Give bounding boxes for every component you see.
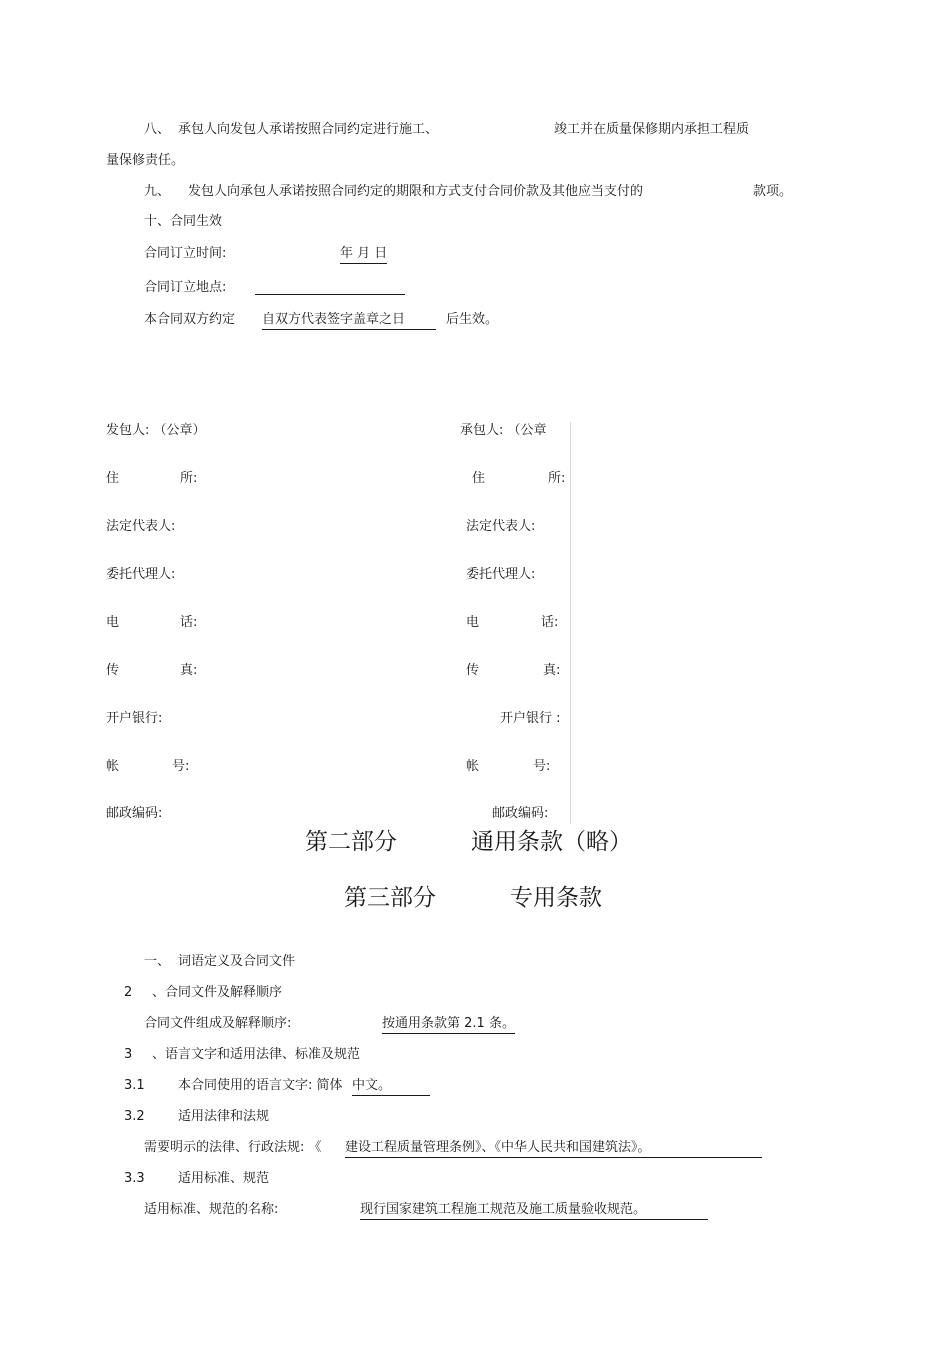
s33-value: 现行国家建筑工程施工规范及施工质量验收规范。 <box>360 1202 708 1220</box>
s2-number: 2 <box>124 985 133 1000</box>
left-zip: 邮政编码: <box>106 806 163 821</box>
part2-heading-b: 通用条款（略） <box>471 829 632 855</box>
left-fax-a: 传 <box>106 663 120 678</box>
left-tel-b: 话: <box>180 615 198 630</box>
left-bank: 开户银行: <box>106 711 163 726</box>
right-address-a: 住 <box>472 471 486 486</box>
right-tel-b: 话: <box>541 615 559 630</box>
clause-8-text-a: 承包人向发包人承诺按照合同约定进行施工、 <box>178 122 439 137</box>
left-agent: 委托代理人: <box>106 567 176 582</box>
s3-text: 、语言文字和适用法律、标准及规范 <box>152 1047 361 1062</box>
left-party: 发包人: （公章） <box>106 423 206 438</box>
left-account-a: 帐 <box>106 759 120 774</box>
right-zip: 邮政编码: <box>492 806 549 821</box>
right-fax-b: 真: <box>543 663 561 678</box>
effect-text-c: 后生效。 <box>446 312 499 327</box>
s31-number: 3.1 <box>124 1078 145 1093</box>
right-legal-rep: 法定代表人: <box>466 519 536 534</box>
right-tel-a: 电 <box>466 615 480 630</box>
contract-place-label: 合同订立地点: <box>144 280 227 295</box>
s32-value: 建设工程质量管理条例》、《中华人民共和国建筑法》。 <box>345 1140 762 1158</box>
left-tel-a: 电 <box>106 615 120 630</box>
right-fax-a: 传 <box>466 663 480 678</box>
effect-text-a: 本合同双方约定 <box>144 312 236 327</box>
s33-label: 适用标准、规范的名称: <box>144 1202 279 1217</box>
left-legal-rep: 法定代表人: <box>106 519 176 534</box>
clause-9-text-a: 发包人向承包人承诺按照合同约定的期限和方式支付合同价款及其他应当支付的 <box>188 184 644 199</box>
s32-label: 需要明示的法律、行政法规: 《 <box>144 1140 322 1155</box>
right-bank: 开户银行 : <box>500 711 561 726</box>
clause-9-number: 九、 <box>144 184 171 199</box>
left-address-b: 所: <box>180 471 198 486</box>
part3-heading-a: 第三部分 <box>344 885 436 911</box>
clause-9-text-b: 款项。 <box>753 184 793 199</box>
clause-10-heading: 十、合同生效 <box>144 214 223 229</box>
s1-text: 词语定义及合同文件 <box>178 954 296 969</box>
s2-value: 按通用条款第 2.1 条。 <box>382 1016 515 1034</box>
contract-date-value: 年 月 日 <box>340 246 387 264</box>
signature-divider <box>570 422 571 824</box>
s33-number: 3.3 <box>124 1171 145 1186</box>
right-account-a: 帐 <box>466 759 480 774</box>
s2-label: 合同文件组成及解释顺序: <box>144 1016 292 1031</box>
s31-value: 中文。 <box>352 1078 430 1096</box>
clause-8-number: 八、 <box>144 122 171 137</box>
s31-text: 本合同使用的语言文字: 简体 <box>178 1078 343 1093</box>
contract-date-label: 合同订立时间: <box>144 246 227 261</box>
left-account-b: 号: <box>172 759 190 774</box>
left-fax-b: 真: <box>180 663 198 678</box>
s1-number: 一、 <box>144 954 171 969</box>
right-agent: 委托代理人: <box>466 567 536 582</box>
clause-8-text-b: 竣工并在质量保修期内承担工程质 <box>554 122 750 137</box>
effect-text-b: 自双方代表签字盖章之日 <box>262 312 436 330</box>
part2-heading-a: 第二部分 <box>305 829 397 855</box>
s32-text: 适用法律和法规 <box>178 1109 270 1124</box>
s33-text: 适用标准、规范 <box>178 1171 270 1186</box>
right-address-b: 所: <box>548 471 566 486</box>
contract-place-blank <box>255 294 405 295</box>
s2-text: 、合同文件及解释顺序 <box>152 985 283 1000</box>
part3-heading-b: 专用条款 <box>510 885 602 911</box>
s3-number: 3 <box>124 1047 133 1062</box>
right-account-b: 号: <box>533 759 551 774</box>
s32-number: 3.2 <box>124 1109 145 1124</box>
right-party: 承包人: （公章 <box>460 423 547 438</box>
left-address-a: 住 <box>106 471 120 486</box>
clause-8-text-c: 量保修责任。 <box>106 153 185 168</box>
